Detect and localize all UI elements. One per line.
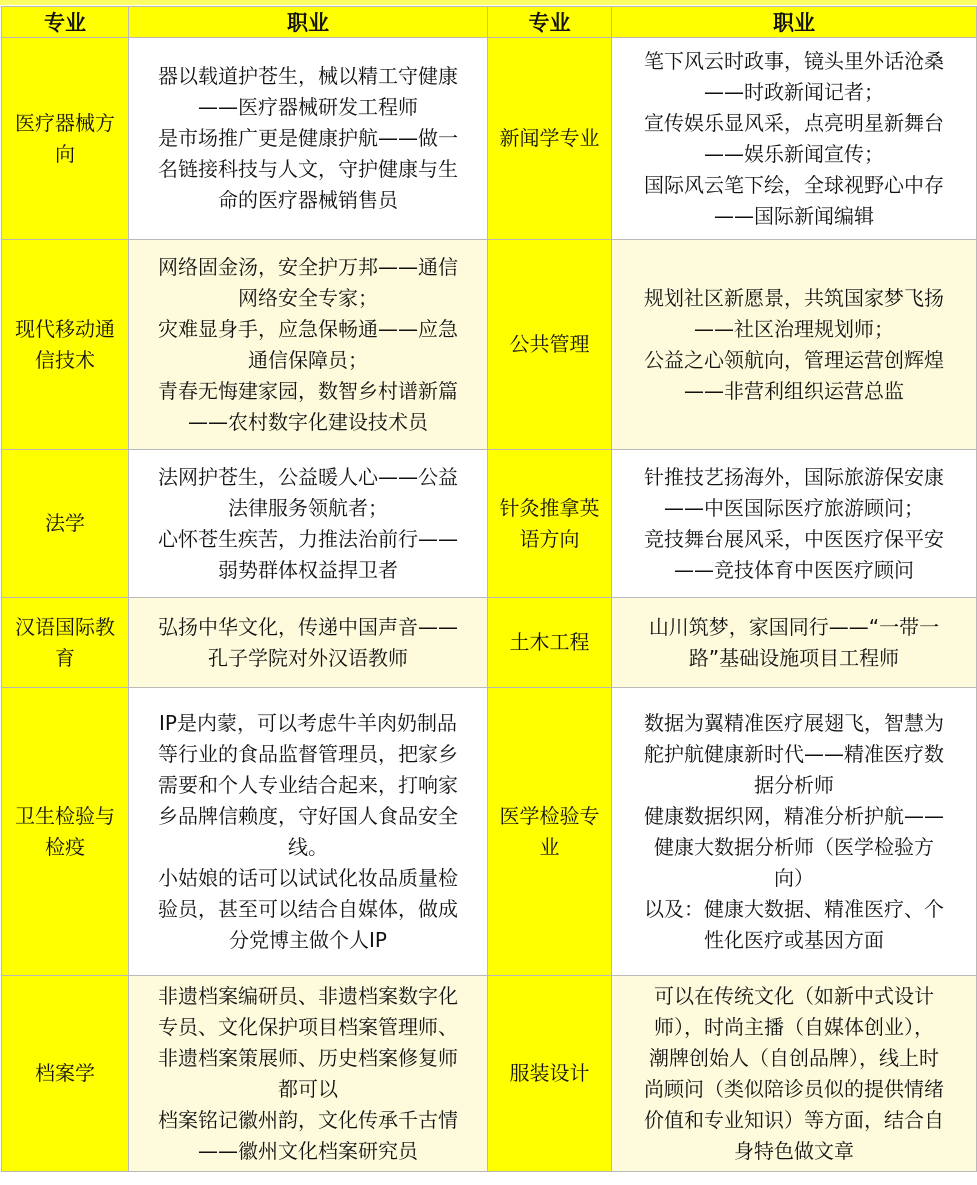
career-text-line: 健康大数据分析师（医学检验方: [654, 834, 934, 859]
major-cell-right: [488, 976, 612, 1172]
career-text-line: 非遗档案编研员、非遗档案数字化: [158, 983, 458, 1008]
major-career-table: [1, 6, 977, 1172]
major-name-line: 新闻学专业: [499, 126, 600, 150]
major-name-line: 语方向: [519, 526, 580, 551]
career-cell-left: [129, 598, 488, 688]
career-text-line: 灾难显身手，应急保畅通——应急: [158, 316, 458, 341]
career-text-line: 竞技舞台展风采，中医医疗保平安: [644, 526, 944, 551]
header-row: [2, 7, 977, 38]
career-text-line: 等行业的食品监督管理员，把家乡: [158, 741, 458, 766]
career-text-line: 规划社区新愿景，共筑国家梦飞扬: [644, 285, 944, 310]
career-cell-right: [612, 688, 977, 976]
career-text-line: 针推技艺扬海外，国际旅游保安康: [644, 464, 944, 489]
career-text-line: 尚顾问（类似陪诊员似的提供情绪: [644, 1076, 944, 1101]
major-name-line: 公共管理: [509, 332, 590, 356]
career-text-line: ——娱乐新闻宣传；: [704, 141, 884, 166]
career-text-line: 通信保障员；: [248, 347, 368, 372]
career-cell-right: [612, 976, 977, 1172]
career-text-line: ——农村数字化建设技术员: [188, 409, 428, 434]
career-text-line: 器以载道护苍生，械以精工守健康: [158, 64, 458, 88]
career-text-line: 师），时尚主播（自媒体创业），: [654, 1014, 934, 1039]
career-cell-right: [612, 450, 977, 598]
career-text-line: 非遗档案策展师、历史档案修复师: [158, 1045, 458, 1070]
career-text-line: ——非营利组织运营总监: [684, 378, 904, 403]
table-row: [2, 240, 977, 450]
top-edge: [0, 0, 977, 5]
major-name-line: 服装设计: [509, 1061, 590, 1085]
career-text-line: ——医疗器械研发工程师: [198, 95, 418, 119]
major-name-line: 信技术: [35, 347, 95, 372]
career-text-line: 心怀苍生疾苦，力推法治前行——: [158, 526, 458, 551]
header-major-left: 专业: [2, 7, 129, 38]
major-cell-right: [488, 688, 612, 976]
career-text-line: ——社区治理规划师；: [694, 316, 894, 341]
career-text-line: 网络安全专家；: [238, 285, 378, 310]
career-text-line: 名链接科技与人文，守护健康与生: [158, 157, 458, 181]
career-text-line: 分党博主做个人IP: [229, 927, 387, 952]
career-cell-left: [129, 976, 488, 1172]
career-cell-left: [129, 450, 488, 598]
major-name-line: 法学: [45, 511, 85, 535]
career-text-line: 以及：健康大数据、精准医疗、个: [644, 896, 944, 921]
career-text-line: 可以在传统文化（如新中式设计: [654, 983, 934, 1008]
major-cell-left: [2, 450, 129, 598]
major-name-line: 土木工程: [509, 630, 590, 654]
career-text-line: 网络固金汤，安全护万邦——通信: [158, 254, 458, 279]
career-text-line: ——竞技体育中医医疗顾问: [674, 557, 914, 582]
career-text-line: 档案铭记徽州韵，文化传承千古情: [158, 1107, 458, 1132]
header-career-left: 职业: [129, 7, 488, 38]
career-text-line: 宣传娱乐显风采，点亮明星新舞台: [644, 110, 944, 135]
career-text-line: IP是内蒙，可以考虑牛羊肉奶制品: [159, 710, 457, 735]
career-cell-left: [129, 688, 488, 976]
header-major-right: 专业: [488, 7, 612, 38]
career-text-line: ——国际新闻编辑: [714, 203, 874, 228]
career-text-line: 向）: [774, 865, 814, 890]
major-name-line: 档案学: [35, 1061, 95, 1085]
career-text-line: 弱势群体权益捍卫者: [218, 557, 398, 582]
major-cell-right: [488, 240, 612, 450]
major-name-line: 卫生检验与: [15, 803, 115, 828]
major-name-line: 现代移动通: [15, 316, 115, 341]
career-text-line: 价值和专业知识）等方面，结合自: [644, 1107, 944, 1132]
major-name-line: 业: [539, 834, 560, 859]
major-name-line: 医疗器械方: [15, 110, 115, 135]
major-name-line: 育: [55, 645, 75, 670]
career-cell-left: [129, 240, 488, 450]
career-text-line: 国际风云笔下绘，全球视野心中存: [644, 172, 944, 197]
career-cell-right: [612, 240, 977, 450]
major-cell-right: [488, 38, 612, 240]
major-cell-left: [2, 688, 129, 976]
career-text-line: 路”基础设施项目工程师: [688, 645, 900, 670]
career-cell-right: [612, 38, 977, 240]
major-name-line: 针灸推拿英: [499, 495, 600, 520]
career-text-line: ——时政新闻记者；: [704, 79, 884, 104]
major-name-line: 医学检验专: [499, 803, 600, 828]
career-text-line: 潮牌创始人（自创品牌），线上时: [649, 1045, 939, 1070]
career-text-line: 线。: [288, 834, 328, 859]
career-text-line: 都可以: [278, 1076, 338, 1101]
career-text-line: 法网护苍生，公益暖人心——公益: [158, 464, 458, 489]
table-row: [2, 688, 977, 976]
career-text-line: ——中医国际医疗旅游顾问；: [664, 495, 924, 520]
table-row: [2, 976, 977, 1172]
career-text-line: 山川筑梦，家国同行——“一带一: [648, 614, 940, 639]
career-text-line: 孔子学院对外汉语教师: [208, 645, 408, 670]
career-cell-left: [129, 38, 488, 240]
major-cell-right: [488, 450, 612, 598]
career-text-line: 公益之心领航向，管理运营创辉煌: [644, 347, 944, 372]
table-row: [2, 38, 977, 240]
major-cell-left: [2, 38, 129, 240]
major-cell-right: [488, 598, 612, 688]
career-text-line: 法律服务领航者；: [228, 495, 388, 520]
career-text-line: 乡品牌信赖度，守好国人食品安全: [158, 803, 458, 828]
major-cell-left: [2, 240, 129, 450]
major-cell-left: [2, 976, 129, 1172]
career-text-line: 是市场推广更是健康护航——做一: [158, 126, 458, 150]
career-text-line: 专员、文化保护项目档案管理师、: [158, 1014, 458, 1039]
career-text-line: 据分析师: [754, 772, 834, 797]
career-text-line: 青春无悔建家园，数智乡村谱新篇: [158, 378, 458, 403]
career-text-line: 数据为翼精准医疗展翅飞，智慧为: [644, 710, 944, 735]
major-name-line: 检疫: [45, 834, 85, 859]
table-row: [2, 598, 977, 688]
career-text-line: 笔下风云时政事，镜头里外话沧桑: [644, 48, 944, 73]
career-text-line: 性化医疗或基因方面: [704, 927, 884, 952]
table-row: [2, 450, 977, 598]
major-name-line: 汉语国际教: [15, 614, 115, 639]
career-text-line: 弘扬中华文化，传递中国声音——: [158, 614, 458, 639]
career-text-line: 需要和个人专业结合起来，打响家: [158, 772, 458, 797]
header-career-right: 职业: [612, 7, 977, 38]
career-text-line: ——徽州文化档案研究员: [198, 1138, 418, 1163]
major-cell-left: [2, 598, 129, 688]
major-name-line: 向: [55, 141, 75, 166]
career-cell-right: [612, 598, 977, 688]
career-text-line: 身特色做文章: [734, 1138, 854, 1163]
career-text-line: 命的医疗器械销售员: [218, 188, 398, 212]
career-text-line: 小姑娘的话可以试试化妆品质量检: [158, 865, 458, 890]
career-text-line: 健康数据织网，精准分析护航——: [644, 803, 944, 828]
career-text-line: 验员，甚至可以结合自媒体，做成: [158, 896, 458, 921]
career-text-line: 舵护航健康新时代——精准医疗数: [644, 741, 944, 766]
